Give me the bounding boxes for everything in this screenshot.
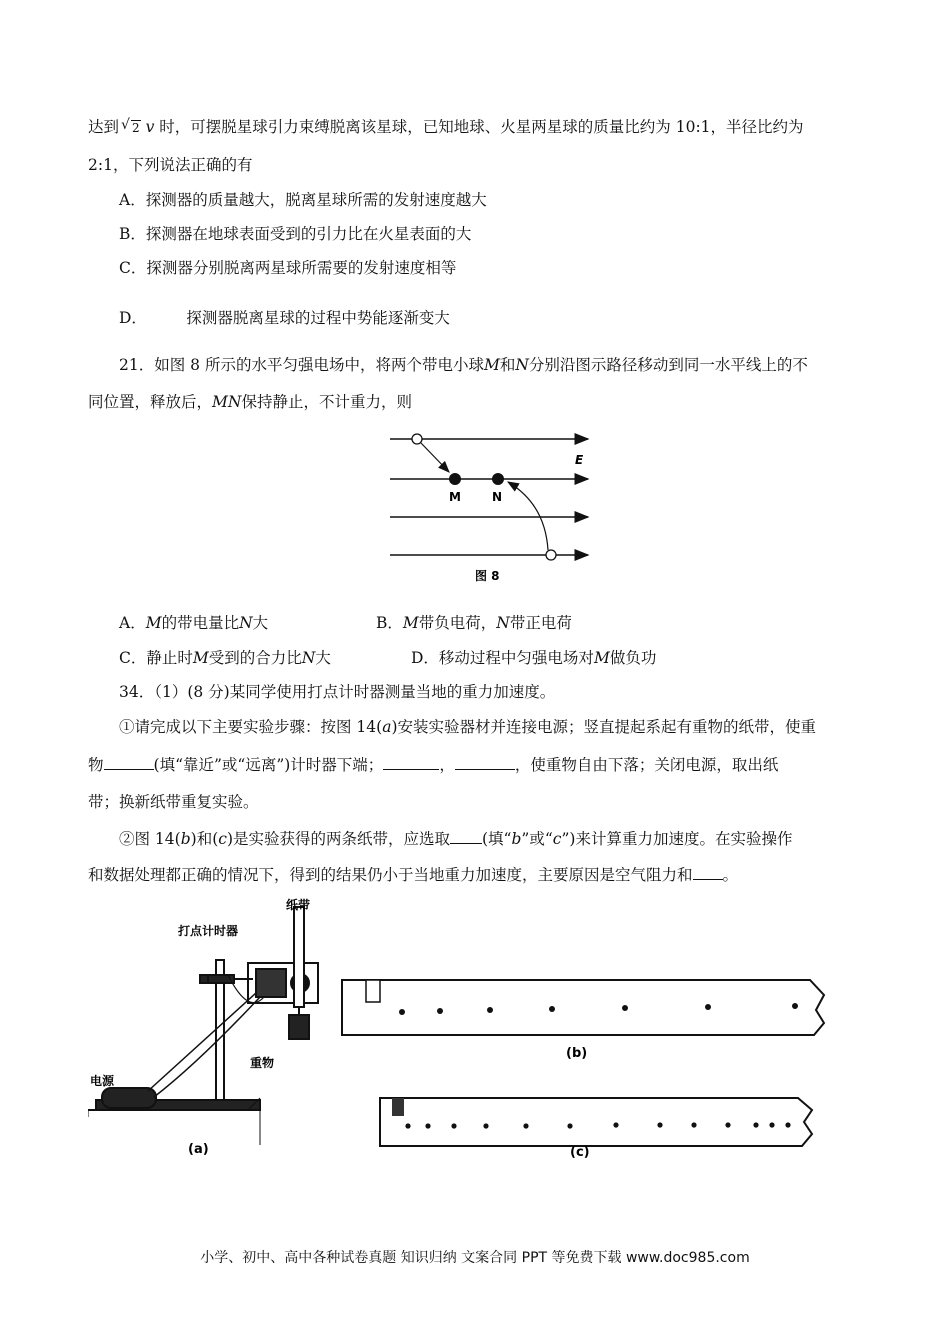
label-weight: 重物 bbox=[250, 1056, 275, 1070]
figure-8-electric-field bbox=[385, 422, 600, 590]
answer-blank-4[interactable] bbox=[450, 828, 482, 844]
q21-options-row1 bbox=[119, 613, 268, 633]
m-start-point bbox=[412, 434, 422, 444]
label-paper-tape: 纸带 bbox=[286, 898, 311, 912]
ball-n bbox=[492, 473, 504, 485]
answer-blank-3[interactable] bbox=[455, 754, 515, 770]
figure-14b-tape bbox=[340, 965, 830, 1065]
q20-option-c: C．探测器分别脱离两星球所需要的发射速度相等 bbox=[119, 259, 457, 277]
q34-step2-line2: 和数据处理都正确的情况下，得到的结果仍小于当地重力加速度，主要原因是空气阻力和 。 bbox=[88, 866, 739, 884]
q20-option-b: B．探测器在地球表面受到的引力比在火星表面的大 bbox=[119, 225, 472, 243]
q34-step1-line3: 带；换新纸带重复实验。 bbox=[88, 793, 259, 811]
q21-option-d: D．移动过程中匀强电场对M做负功 bbox=[411, 649, 657, 667]
q34-title: 34．（1）(8 分)某同学使用打点计时器测量当地的重力加速度。 bbox=[119, 683, 556, 701]
tape-b-outline bbox=[342, 980, 824, 1035]
q20-option-d: D． 探测器脱离星球的过程中势能逐渐变大 bbox=[119, 309, 450, 327]
q34-step2-line1: ②图 14(b)和(c)是实验获得的两条纸带，应选取 (填“b”或“c”)来计算重力加速度。在实验操作 bbox=[119, 830, 793, 848]
q34-step1-line2: 物 (填“靠近”或“远离”)计时器下端； ， ，使重物自由下落；关闭电源，取出纸 bbox=[88, 756, 779, 774]
n-path bbox=[508, 482, 548, 550]
answer-blank-5[interactable] bbox=[693, 864, 723, 880]
answer-blank-1[interactable] bbox=[104, 754, 154, 770]
q20-option-a: A．探测器的质量越大，脱离星球所需的发射速度越大 bbox=[119, 191, 487, 209]
m-path bbox=[421, 443, 449, 472]
label-n: N bbox=[492, 490, 503, 504]
q21-stem-line1: 21．如图 8 所示的水平匀强电场中，将两个带电小球M和N分别沿图示路径移动到同一水平线上的不 bbox=[119, 356, 808, 374]
figure-14a-apparatus bbox=[88, 895, 348, 1165]
caption-c: (c) bbox=[570, 1145, 590, 1160]
figure-8-caption: 图 8 bbox=[475, 569, 500, 583]
weight bbox=[289, 1015, 309, 1039]
caption-a: (a) bbox=[188, 1142, 209, 1157]
ball-m bbox=[449, 473, 461, 485]
q20-stem-line2: 2:1，下列说法正确的有 bbox=[88, 156, 253, 174]
q21-option-b: B．M带负电荷，N带正电荷 bbox=[376, 614, 572, 632]
power-supply bbox=[102, 1088, 156, 1108]
page-footer: 小学、初中、高中各种试卷真题 知识归纳 文案合同 PPT 等免费下载 www.doc985.com bbox=[200, 1250, 750, 1266]
sqrt-symbol: √ 2 bbox=[121, 118, 141, 138]
q21-stem-line2: 同位置，释放后，MN保持静止，不计重力，则 bbox=[88, 393, 412, 411]
paper-tape bbox=[294, 907, 304, 1007]
q21-option-c: C．静止时M受到的合力比N大 bbox=[119, 649, 331, 667]
caption-b: (b) bbox=[566, 1046, 588, 1061]
label-e: E bbox=[575, 453, 584, 467]
q21-option-a: A．M的带电量比N大 bbox=[119, 614, 269, 632]
tape-c-outline bbox=[380, 1098, 812, 1146]
answer-blank-2[interactable] bbox=[383, 754, 439, 770]
q34-step1-line1: ①请完成以下主要实验步骤：按图 14(a)安装实验器材并连接电源；竖直提起系起有重物的纸带，使重 bbox=[119, 718, 817, 736]
n-start-point bbox=[546, 550, 556, 560]
field-lines bbox=[390, 439, 588, 555]
label-m: M bbox=[449, 490, 461, 504]
label-timer: 打点计时器 bbox=[178, 924, 239, 938]
label-power: 电源 bbox=[90, 1074, 115, 1088]
q20-stem-line1: 达到√ 2 v 时，可摆脱星球引力束缚脱离该星球，已知地球、火星两星球的质量比约为 10:1，半径比约为 bbox=[88, 117, 804, 138]
figure-14c-tape bbox=[378, 1090, 828, 1160]
